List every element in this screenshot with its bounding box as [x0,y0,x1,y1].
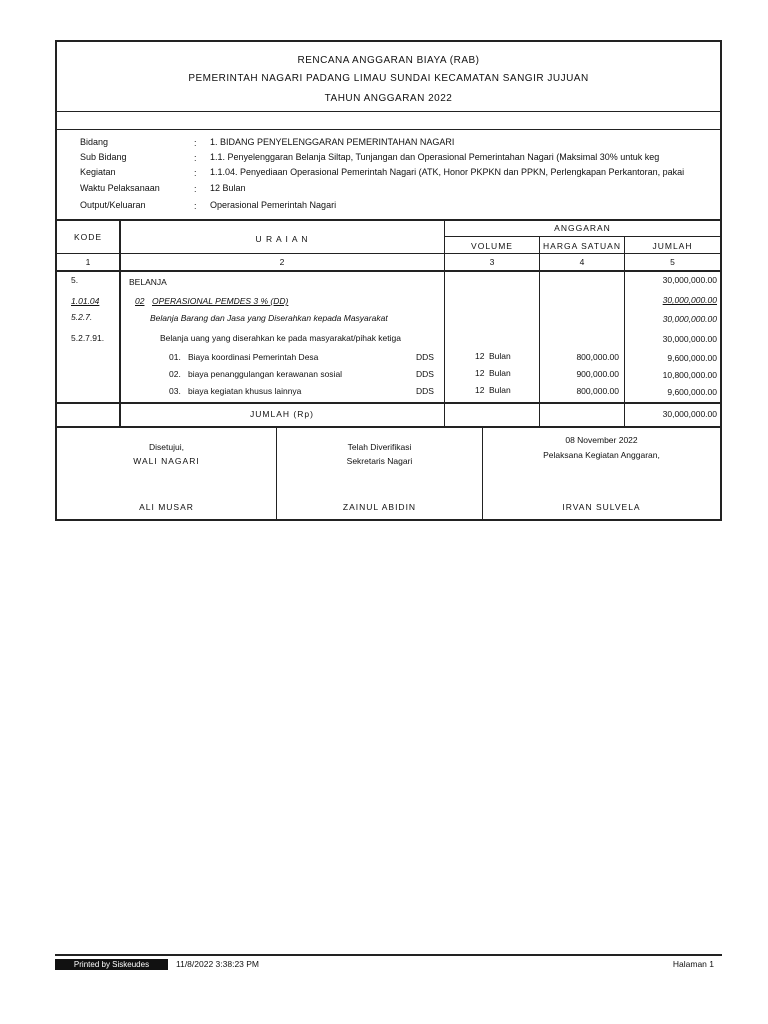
header-harga-satuan: HARGA SATUAN [543,241,621,251]
info-colon: : [194,201,197,211]
footer-divider [55,954,722,956]
divider [57,129,720,130]
total-value: 30,000,000.00 [662,409,717,419]
row-jumlah: 30,000,000.00 [662,334,717,344]
item-sumber: DDS [416,352,434,362]
row-kode: 1.01.04 [71,296,100,306]
header-jumlah: JUMLAH [652,241,693,251]
total-label: JUMLAH (Rp) [250,409,314,419]
signature-role: Telah Diverifikasi [347,442,412,452]
row-kode: 5. [71,275,79,285]
page-number: Halaman 1 [672,959,714,969]
item-jumlah: 10,800,000.00 [662,370,717,380]
printed-by-badge: Printed by Siskeudes [55,959,168,970]
item-jumlah: 9,600,000.00 [667,387,717,397]
item-number: 02. [169,369,181,379]
row-prefix: 02 [135,296,145,306]
info-value-bidang: 1. BIDANG PENYELENGGARAN PEMERINTAHAN NAGARI [210,137,455,147]
header-anggaran: ANGGARAN [554,223,611,233]
row-uraian: BELANJA [129,277,167,287]
print-date: 11/8/2022 3:38:23 PM [176,959,260,969]
column-number: 1 [85,257,91,267]
column-number: 5 [670,257,675,267]
divider [57,402,720,404]
info-label-kegiatan: Kegiatan [80,167,116,177]
item-number: 01. [169,352,181,362]
item-harga: 800,000.00 [576,386,619,396]
divider [57,111,720,112]
row-kode: 5.2.7. [71,312,93,322]
info-label-bidang: Bidang [80,137,109,147]
signature-name: IRVAN SULVELA [562,502,641,512]
item-satuan: Bulan [489,368,511,378]
item-volume: 12 [475,385,485,395]
item-jumlah: 9,600,000.00 [667,353,717,363]
item-number: 03. [169,386,181,396]
row-jumlah: 30,000,000.00 [662,295,717,305]
divider [57,270,720,272]
signature-role: Disetujui, [149,442,184,452]
info-value-output: Operasional Pemerintah Nagari [210,200,337,210]
column-number: 3 [489,257,495,267]
row-jumlah: 30,000,000.00 [662,275,717,285]
signature-title: Sekretaris Nagari [346,456,413,466]
divider [444,236,720,237]
document-year: TAHUN ANGGARAN 2022 [324,93,453,104]
signature-title: WALI NAGARI [133,456,200,466]
item-harga: 800,000.00 [576,352,619,362]
header-volume: VOLUME [471,241,513,251]
divider [57,253,720,254]
row-uraian: Belanja Barang dan Jasa yang Diserahkan kepada Masyarakat [150,313,388,323]
item-sumber: DDS [416,386,434,396]
table-top-border [57,219,720,221]
row-kode: 5.2.7.91. [71,333,105,343]
column-number: 2 [279,257,285,267]
header-kode: KODE [73,232,103,242]
signature-name: ZAINUL ABIDIN [342,502,417,512]
info-label-waktu: Waktu Pelaksanaan [80,183,160,193]
info-value-sub-bidang: 1.1. Penyelenggaran Belanja Siltap, Tunjangan dan Operasional Pemerintahan Nagari (Maksimal 30% untuk keg [210,152,660,162]
column-number: 4 [579,257,585,267]
item-volume: 12 [475,368,485,378]
info-value-kegiatan: 1.1.04. Penyediaan Operasional Pemerintah Nagari (ATK, Honor PKPKN dan PPKN, Perlengkapan Perkantoran, pakai [210,167,685,177]
header-uraian: U R A I A N [255,234,309,244]
document-subtitle: PEMERINTAH NAGARI PADANG LIMAU SUNDAI KECAMATAN SANGIR JUJUAN [188,73,589,84]
divider [57,426,720,428]
row-jumlah: 30,000,000.00 [662,314,717,324]
signature-date: 08 November 2022 [565,435,638,445]
info-colon: : [194,153,197,163]
item-volume: 12 [475,351,485,361]
item-uraian: Biaya koordinasi Pemerintah Desa [188,352,319,362]
info-colon: : [194,138,197,148]
signature-role: Pelaksana Kegiatan Anggaran, [543,450,660,460]
row-uraian: OPERASIONAL PEMDES 3 % (DD) [152,296,289,306]
item-uraian: biaya kegiatan khusus lainnya [188,386,302,396]
item-satuan: Bulan [489,385,511,395]
info-colon: : [194,168,197,178]
row-uraian: Belanja uang yang diserahkan ke pada masyarakat/pihak ketiga [160,333,401,343]
rab-document [55,40,722,521]
document-title: RENCANA ANGGARAN BIAYA (RAB) [297,55,480,66]
column-divider [119,219,121,427]
info-value-waktu: 12 Bulan [210,183,246,193]
info-colon: : [194,184,197,194]
item-sumber: DDS [416,369,434,379]
info-label-sub-bidang: Sub Bidang [80,152,127,162]
item-satuan: Bulan [489,351,511,361]
signature-name: ALI MUSAR [139,502,194,512]
info-label-output: Output/Keluaran [80,200,146,210]
item-harga: 900,000.00 [576,369,619,379]
item-uraian: biaya penanggulangan kerawanan sosial [188,369,343,379]
